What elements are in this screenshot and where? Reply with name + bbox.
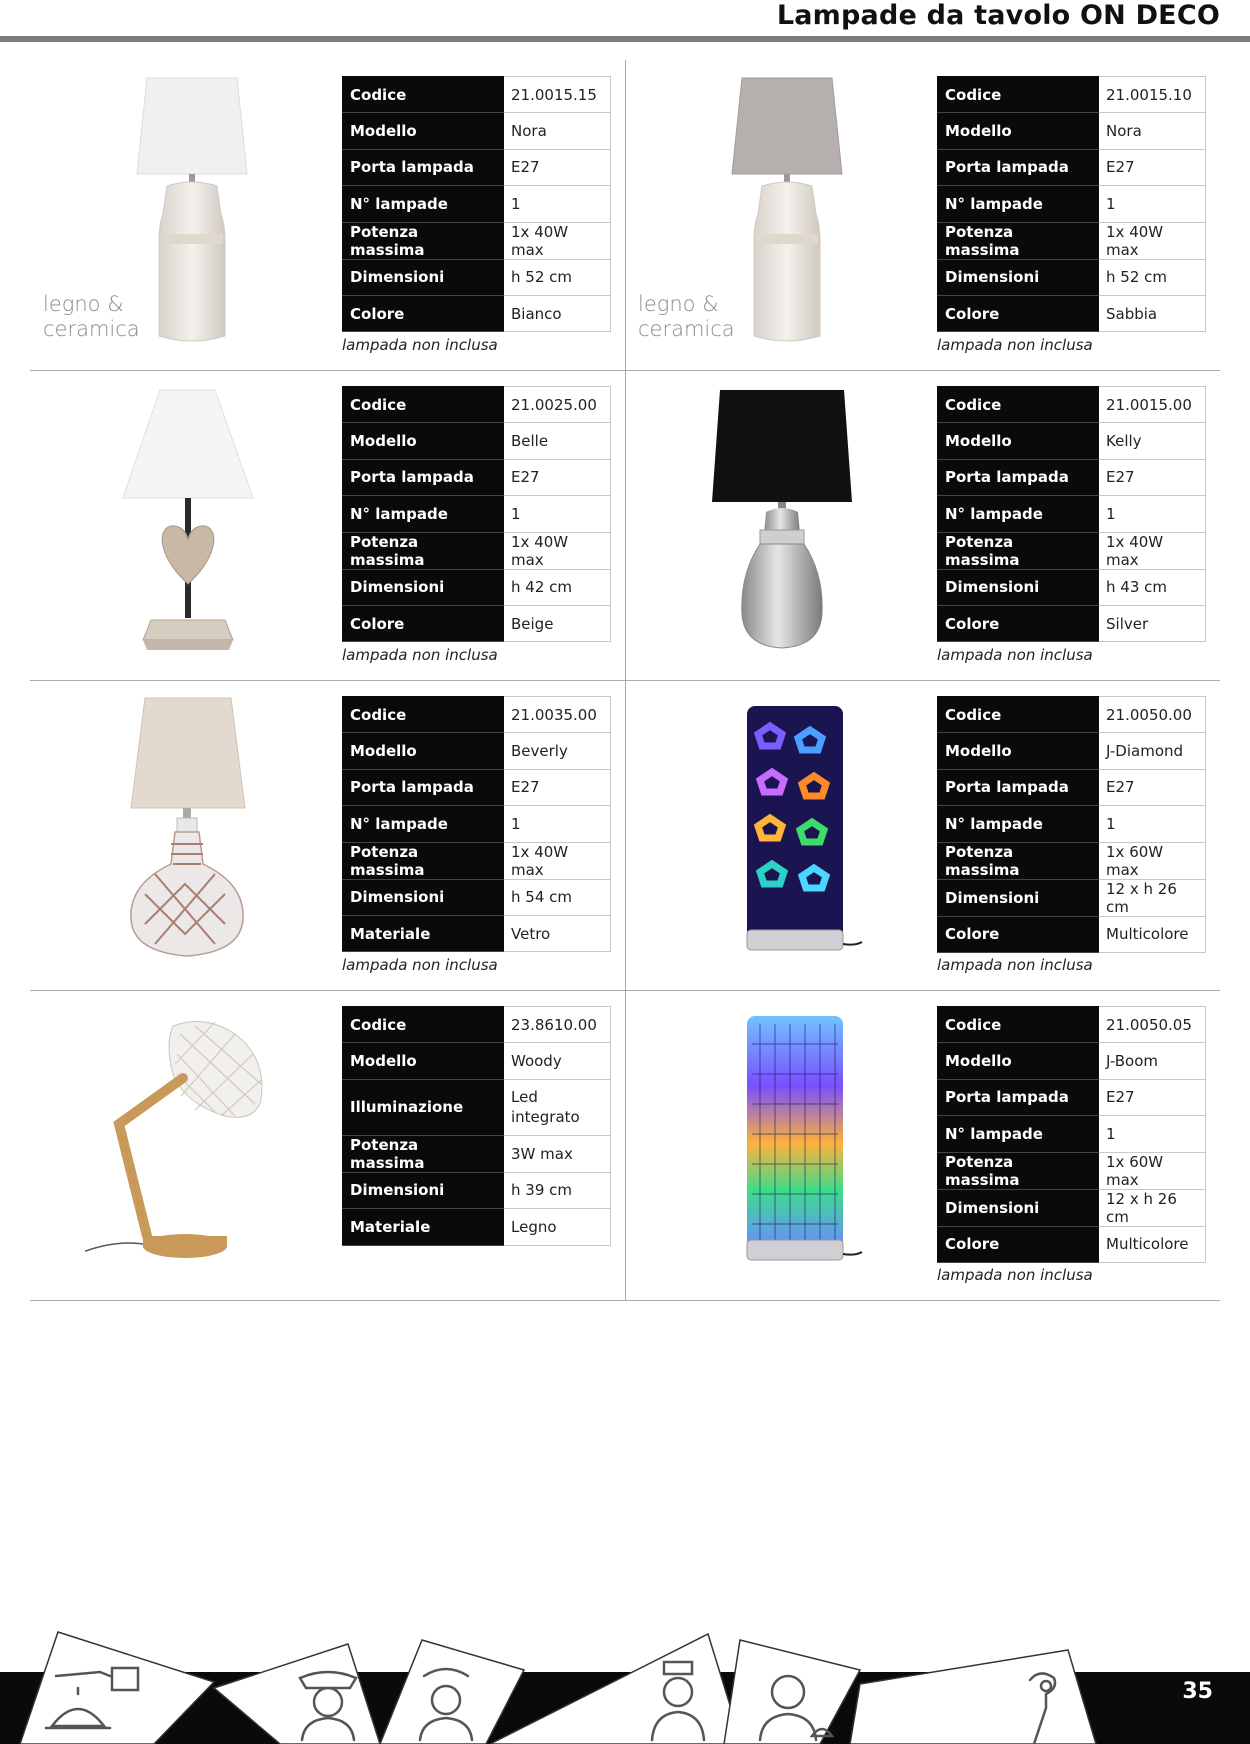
bulb-not-included-note: lampada non inclusa [937, 336, 1093, 354]
footer-illustration [0, 1628, 1250, 1744]
spec-row [343, 879, 611, 915]
spec-value: 1 [1099, 496, 1206, 532]
spec-key: Codice [343, 1007, 504, 1043]
spec-key: N° lampade [938, 1116, 1099, 1152]
spec-key: Porta lampada [343, 459, 504, 495]
spec-row [938, 113, 1206, 149]
material-note-text: legno & ceramica [43, 292, 140, 341]
spec-row [938, 295, 1206, 331]
spec-value: 12 x h 26 cm [1099, 879, 1206, 916]
spec-value: h 42 cm [504, 569, 611, 605]
page-title: Lampade da tavolo ON DECO [776, 0, 1220, 31]
spec-table [342, 1006, 611, 1246]
spec-row [938, 77, 1206, 113]
spec-value: J-Diamond [1099, 733, 1206, 769]
spec-key: Potenza massima [343, 532, 504, 569]
spec-row [938, 569, 1206, 605]
spec-row [938, 496, 1206, 532]
spec-value: 1x 60W max [1099, 1152, 1206, 1189]
spec-value: 1x 40W max [504, 532, 611, 569]
spec-key: Potenza massima [938, 842, 1099, 879]
spec-key: Codice [938, 697, 1099, 733]
product-card [30, 60, 625, 370]
spec-key: Porta lampada [938, 459, 1099, 495]
spec-row [938, 1043, 1206, 1079]
spec-value: E27 [1099, 459, 1206, 495]
material-note [638, 292, 735, 342]
spec-value: 1 [504, 496, 611, 532]
spec-row [938, 1116, 1206, 1152]
spec-value: h 39 cm [504, 1172, 611, 1208]
spec-key: Potenza massima [343, 222, 504, 259]
spec-value: 3W max [504, 1135, 611, 1172]
lamp-image [85, 694, 285, 974]
lamp-image [680, 694, 880, 974]
spec-row [938, 259, 1206, 295]
lamp-image [680, 384, 880, 664]
spec-value: 1x 40W max [1099, 532, 1206, 569]
spec-key: N° lampade [938, 496, 1099, 532]
spec-row [938, 1226, 1206, 1262]
spec-key: Colore [938, 1226, 1099, 1262]
spec-key: Porta lampada [938, 149, 1099, 185]
spec-key: Modello [938, 733, 1099, 769]
spec-value: 21.0035.00 [504, 697, 611, 733]
spec-value: Multicolore [1099, 916, 1206, 952]
spec-key: Dimensioni [343, 1172, 504, 1208]
spec-row [938, 806, 1206, 842]
spec-row [938, 605, 1206, 641]
spec-row [938, 842, 1206, 879]
spec-row [343, 1135, 611, 1172]
spec-value: 1x 40W max [1099, 222, 1206, 259]
spec-value: 12 x h 26 cm [1099, 1189, 1206, 1226]
footer-card [380, 1640, 524, 1744]
spec-row [343, 733, 611, 769]
spec-value: Legno [504, 1209, 611, 1245]
bulb-not-included-note: lampada non inclusa [937, 1266, 1093, 1284]
product-card [30, 680, 625, 990]
spec-key: Codice [343, 697, 504, 733]
spec-table [342, 696, 611, 952]
spec-row [343, 915, 611, 951]
product-card [30, 370, 625, 680]
spec-row [343, 769, 611, 805]
spec-row [343, 222, 611, 259]
spec-row [343, 1079, 611, 1135]
spec-value: E27 [1099, 1079, 1206, 1115]
spec-row [343, 569, 611, 605]
page-number: 35 [1182, 1679, 1213, 1704]
spec-row [938, 769, 1206, 805]
lamp-beverly-glass-icon [85, 694, 285, 974]
lamp-image [85, 384, 285, 664]
spec-row [938, 387, 1206, 423]
spec-value: Multicolore [1099, 1226, 1206, 1262]
material-note-text: legno & ceramica [638, 292, 735, 341]
spec-row [343, 806, 611, 842]
spec-key: N° lampade [938, 186, 1099, 222]
spec-table [937, 696, 1206, 953]
spec-value: E27 [504, 149, 611, 185]
spec-key: Modello [343, 423, 504, 459]
spec-row [938, 697, 1206, 733]
spec-row [343, 842, 611, 879]
spec-value: 1x 60W max [1099, 842, 1206, 879]
spec-key: Colore [938, 295, 1099, 331]
spec-key: Colore [938, 916, 1099, 952]
spec-value: Belle [504, 423, 611, 459]
footer-card [490, 1634, 742, 1744]
spec-value: E27 [504, 459, 611, 495]
spec-row [343, 1172, 611, 1208]
lamp-j-boom-icon [680, 1004, 880, 1284]
spec-key: N° lampade [343, 806, 504, 842]
spec-value: 1x 40W max [504, 222, 611, 259]
material-note [43, 292, 140, 342]
spec-row [938, 1007, 1206, 1043]
spec-row [938, 423, 1206, 459]
spec-row [938, 1152, 1206, 1189]
spec-key: Colore [938, 605, 1099, 641]
spec-key: Potenza massima [343, 842, 504, 879]
spec-row [938, 532, 1206, 569]
spec-row [343, 697, 611, 733]
spec-row [343, 1043, 611, 1079]
spec-table [937, 1006, 1206, 1263]
spec-key: Modello [938, 423, 1099, 459]
spec-value: 23.8610.00 [504, 1007, 611, 1043]
spec-key: Dimensioni [343, 259, 504, 295]
spec-value: Nora [1099, 113, 1206, 149]
spec-value: 1 [1099, 806, 1206, 842]
spec-key: Modello [343, 733, 504, 769]
spec-value: Beige [504, 605, 611, 641]
spec-row [343, 532, 611, 569]
spec-value: Bianco [504, 295, 611, 331]
spec-row [343, 77, 611, 113]
spec-row [938, 1189, 1206, 1226]
spec-key: Dimensioni [938, 569, 1099, 605]
spec-key: Potenza massima [938, 222, 1099, 259]
spec-key: Dimensioni [938, 259, 1099, 295]
product-card [625, 680, 1220, 990]
spec-row [938, 149, 1206, 185]
spec-row [343, 113, 611, 149]
spec-row [343, 423, 611, 459]
spec-key: N° lampade [343, 496, 504, 532]
spec-value: 1 [1099, 186, 1206, 222]
spec-value: Woody [504, 1043, 611, 1079]
footer-card [850, 1650, 1096, 1744]
spec-table [342, 386, 611, 642]
spec-row [343, 1209, 611, 1245]
spec-key: Potenza massima [343, 1135, 504, 1172]
spec-row [343, 259, 611, 295]
spec-row [343, 496, 611, 532]
spec-value: h 52 cm [504, 259, 611, 295]
spec-value: h 54 cm [504, 879, 611, 915]
spec-value: 21.0015.00 [1099, 387, 1206, 423]
bulb-not-included-note: lampada non inclusa [342, 956, 498, 974]
product-grid [30, 60, 1220, 1300]
spec-row [938, 879, 1206, 916]
spec-key: N° lampade [343, 186, 504, 222]
spec-key: N° lampade [938, 806, 1099, 842]
spec-value: Led integrato [504, 1079, 611, 1135]
bulb-not-included-note: lampada non inclusa [342, 646, 498, 664]
spec-value: h 43 cm [1099, 569, 1206, 605]
spec-value: Vetro [504, 915, 611, 951]
lamp-woody-desk-icon [85, 1004, 285, 1284]
spec-table [342, 76, 611, 332]
spec-row [343, 149, 611, 185]
spec-key: Modello [343, 1043, 504, 1079]
product-card [625, 60, 1220, 370]
spec-row [938, 459, 1206, 495]
footer-card [214, 1644, 380, 1744]
spec-key: Potenza massima [938, 532, 1099, 569]
title-rule [0, 36, 1250, 42]
spec-value: 21.0025.00 [504, 387, 611, 423]
spec-value: 1 [1099, 1116, 1206, 1152]
bulb-not-included-note: lampada non inclusa [342, 336, 498, 354]
spec-key: Porta lampada [343, 149, 504, 185]
spec-key: Codice [938, 387, 1099, 423]
lamp-j-diamond-icon [680, 694, 880, 974]
spec-key: Modello [938, 1043, 1099, 1079]
spec-key: Modello [938, 113, 1099, 149]
product-card [625, 990, 1220, 1300]
lamp-belle-heart-icon [85, 384, 285, 664]
spec-value: Sabbia [1099, 295, 1206, 331]
spec-value: 21.0015.10 [1099, 77, 1206, 113]
spec-row [343, 605, 611, 641]
spec-key: Colore [343, 295, 504, 331]
spec-row [343, 387, 611, 423]
spec-value: h 52 cm [1099, 259, 1206, 295]
bulb-not-included-note: lampada non inclusa [937, 956, 1093, 974]
spec-value: Nora [504, 113, 611, 149]
spec-value: 1x 40W max [504, 842, 611, 879]
spec-key: Codice [343, 387, 504, 423]
spec-row [343, 186, 611, 222]
row-divider [30, 1300, 1220, 1301]
spec-row [343, 1007, 611, 1043]
spec-value: E27 [1099, 769, 1206, 805]
spec-table [937, 386, 1206, 642]
spec-row [938, 733, 1206, 769]
spec-key: Modello [343, 113, 504, 149]
spec-row [938, 1079, 1206, 1115]
lamp-image [85, 1004, 285, 1284]
spec-key: Materiale [343, 915, 504, 951]
spec-key: Potenza massima [938, 1152, 1099, 1189]
spec-value: 21.0050.05 [1099, 1007, 1206, 1043]
spec-key: Porta lampada [938, 1079, 1099, 1115]
spec-key: Colore [343, 605, 504, 641]
spec-value: Beverly [504, 733, 611, 769]
spec-key: Porta lampada [343, 769, 504, 805]
spec-value: E27 [1099, 149, 1206, 185]
spec-row [938, 222, 1206, 259]
spec-table [937, 76, 1206, 332]
spec-value: Kelly [1099, 423, 1206, 459]
footer-card [724, 1640, 860, 1744]
spec-key: Materiale [343, 1209, 504, 1245]
product-card [30, 990, 625, 1300]
spec-value: 1 [504, 186, 611, 222]
lamp-kelly-silver-icon [680, 384, 880, 664]
spec-value: E27 [504, 769, 611, 805]
spec-row [938, 916, 1206, 952]
spec-key: Dimensioni [343, 879, 504, 915]
spec-row [343, 459, 611, 495]
spec-key: Dimensioni [343, 569, 504, 605]
spec-key: Dimensioni [938, 1189, 1099, 1226]
spec-key: Dimensioni [938, 879, 1099, 916]
lamp-image [680, 1004, 880, 1284]
spec-value: 21.0015.15 [504, 77, 611, 113]
spec-row [343, 295, 611, 331]
spec-key: Codice [938, 1007, 1099, 1043]
spec-row [938, 186, 1206, 222]
spec-key: Codice [938, 77, 1099, 113]
spec-key: Codice [343, 77, 504, 113]
spec-value: 1 [504, 806, 611, 842]
spec-key: Porta lampada [938, 769, 1099, 805]
bulb-not-included-note: lampada non inclusa [937, 646, 1093, 664]
spec-value: J-Boom [1099, 1043, 1206, 1079]
product-card [625, 370, 1220, 680]
spec-value: 21.0050.00 [1099, 697, 1206, 733]
spec-value: Silver [1099, 605, 1206, 641]
spec-key: Illuminazione [343, 1079, 504, 1135]
